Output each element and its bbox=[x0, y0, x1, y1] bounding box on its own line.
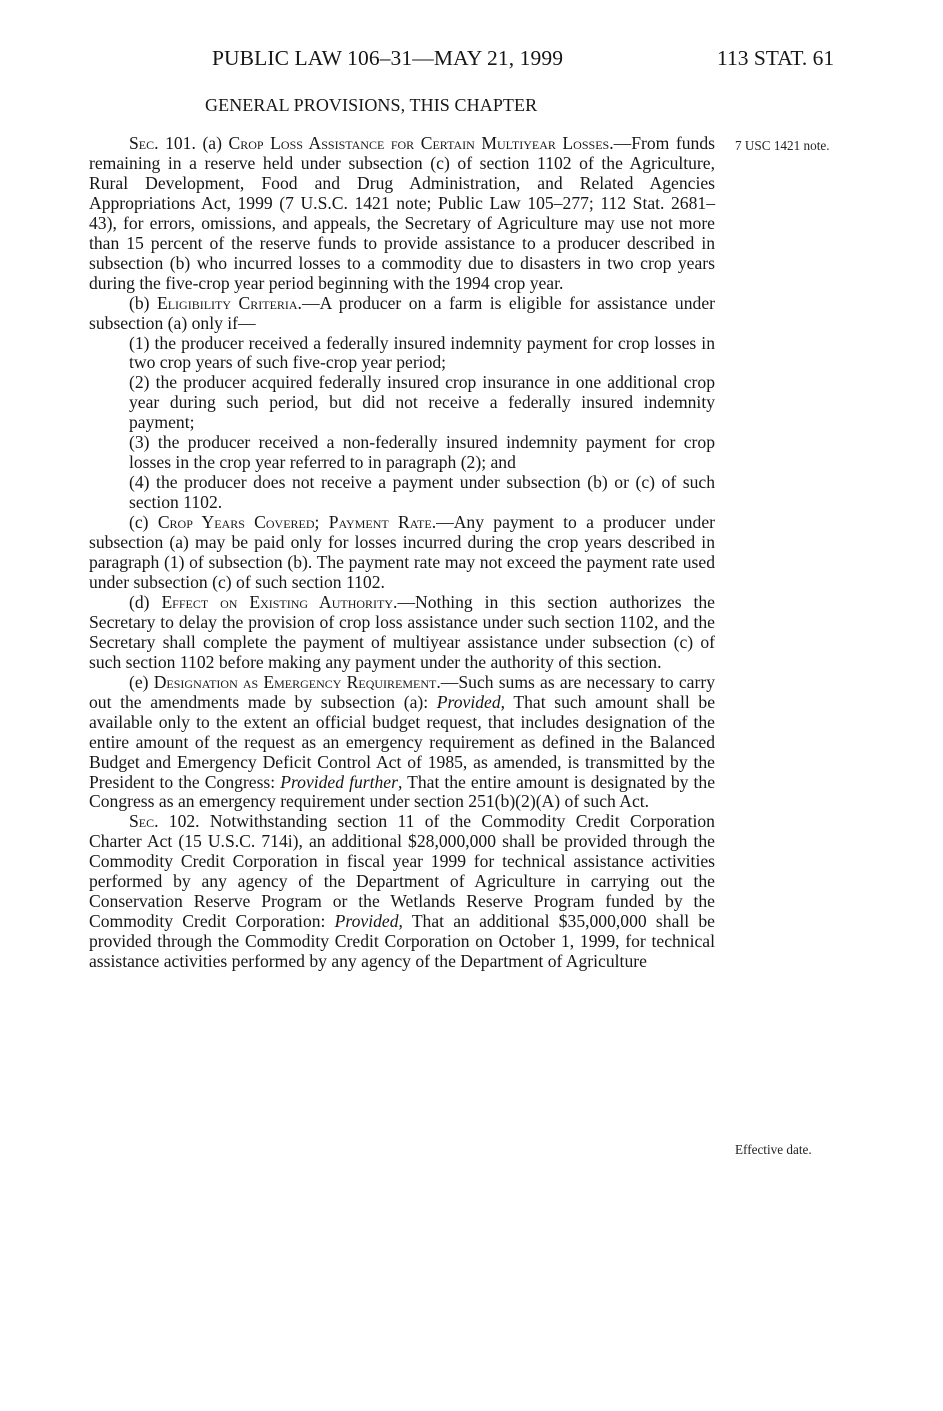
running-head: PUBLIC LAW 106–31—MAY 21, 1999 bbox=[212, 46, 564, 70]
sec101-b-text: —A producer on a farm is eligible for assistance under subsection (a) only if— bbox=[89, 292, 715, 333]
sec101-d-heading: Effect on Existing Authority. bbox=[161, 591, 398, 612]
sec102-text-1: Notwithstanding section 11 of the Commodity Credit Corporation Charter Act (15 U.S.C. 714i), an additional $28,000,000 shall be provided through the Commodity Credit Corporation in fiscal year 1999 for technical assistance activities performed by any agency of the Department of Agriculture in carrying out the Conservation Reserve Program or the Wetlands Reserve Program funded by the Commodity Credit Corporation: bbox=[89, 811, 715, 932]
sec101-label: Sec. 101. bbox=[129, 133, 196, 153]
sec101-a-text: —From funds remaining in a reserve held under subsection (c) of section 1102 of the Agriculture, Rural Development, Food and Drug Administration, and Related Agencies Appropriations Act, 1999 (7 U.S.C. 1421 note; Public Law 105–277; 112 Stat. 2681–43), for errors, omissions, and appeals, the Secretary of Agriculture may use not more than 15 percent of the reserve funds to provide assistance to a producer described in subsection (b) who incurred losses to a commodity due to disasters in two crop years during the five-crop year period beginning with the 1994 crop year. bbox=[89, 133, 715, 293]
stat-citation: 113 STAT. 61 bbox=[717, 46, 835, 70]
sec101-e-text-1: —Such sums as are necessary to carry out the amendments made by subsection (a): bbox=[89, 671, 716, 712]
body-text bbox=[89, 134, 715, 972]
sec101-e-provided-further: Provided further bbox=[280, 771, 398, 792]
list-item-text: (3) the producer received a non-federally insured indemnity payment for crop losses in the crop year referred to in paragraph (2); and bbox=[129, 432, 715, 473]
sec101-b-item-2 bbox=[89, 373, 715, 433]
sec101-d-marker: (d) bbox=[129, 591, 150, 612]
sec102-provided: Provided bbox=[334, 911, 399, 932]
sec101-subsection-a bbox=[89, 134, 715, 294]
sec101-a-heading: Crop Loss Assistance for Certain Multiyear Losses. bbox=[228, 133, 614, 153]
sec101-a-marker: (a) bbox=[202, 133, 222, 153]
sec101-e-heading: Designation as Emergency Requirement. bbox=[153, 671, 441, 692]
margin-note-effective-date: Effective date. bbox=[735, 1142, 812, 1157]
sec101-b-item-1 bbox=[89, 334, 715, 374]
sec101-d-text: —Nothing in this section authorizes the Secretary to delay the provision of crop loss assistance under such section 1102, and the Secretary shall complete the payment of multiyear assistance under subsection (c) of such section 1102 before making any payment under the authority of this section. bbox=[89, 591, 715, 672]
sec101-e-text-2: , That such amount shall be available only to the extent an official budget request, that includes designation of the entire amount of the request as an emergency requirement as defined in the Balanced Budget and Emergency Deficit Control Act of 1985, as amended, is transmitted by the President to the Congress: bbox=[89, 691, 716, 792]
sec101-subsection-e bbox=[89, 673, 715, 813]
sec101-b-item-3 bbox=[89, 433, 715, 473]
sec101-b-marker: (b) bbox=[129, 292, 150, 313]
sec102-paragraph bbox=[89, 812, 715, 972]
list-item-text: (2) the producer acquired federally insured crop insurance in one additional crop year during such period, but did not receive a federally insured indemnity payment; bbox=[129, 372, 715, 433]
list-item-text: (1) the producer received a federally insured indemnity payment for crop losses in two crop years of such five-crop year period; bbox=[129, 332, 715, 373]
sec101-e-marker: (e) bbox=[129, 671, 149, 692]
sec101-subsection-c bbox=[89, 513, 715, 593]
sec102-label: Sec. 102. bbox=[129, 811, 200, 832]
sec101-c-marker: (c) bbox=[129, 512, 149, 533]
sec101-b-heading: Eligibility Criteria. bbox=[156, 292, 302, 313]
list-item-text: (4) the producer does not receive a payment under subsection (b) or (c) of such section 1102. bbox=[129, 472, 715, 513]
sec102-text-2: , That an additional $35,000,000 shall be provided through the Commodity Credit Corporation on October 1, 1999, for technical assistance activities performed by any agency of the Department of Agriculture bbox=[89, 911, 715, 972]
sec101-e-provided: Provided bbox=[436, 691, 501, 712]
sec101-subsection-d bbox=[89, 593, 715, 673]
margin-note-usc: 7 USC 1421 note. bbox=[735, 138, 830, 153]
sec101-e-text-3: , That the entire amount is designated by the Congress as an emergency requirement under section 251(b)(2)(A) of such Act. bbox=[89, 771, 715, 812]
sec101-c-heading: Crop Years Covered; Payment Rate. bbox=[157, 512, 437, 533]
sec101-c-text: —Any payment to a producer under subsection (a) may be paid only for losses incurred during the crop years described in paragraph (1) of subsection (b). The payment rate may not exceed the payment rate used under subsection (c) of such section 1102. bbox=[89, 512, 716, 592]
sec101-b-item-4 bbox=[89, 473, 715, 513]
chapter-heading: GENERAL PROVISIONS, THIS CHAPTER bbox=[205, 95, 538, 115]
sec101-subsection-b bbox=[89, 294, 715, 334]
